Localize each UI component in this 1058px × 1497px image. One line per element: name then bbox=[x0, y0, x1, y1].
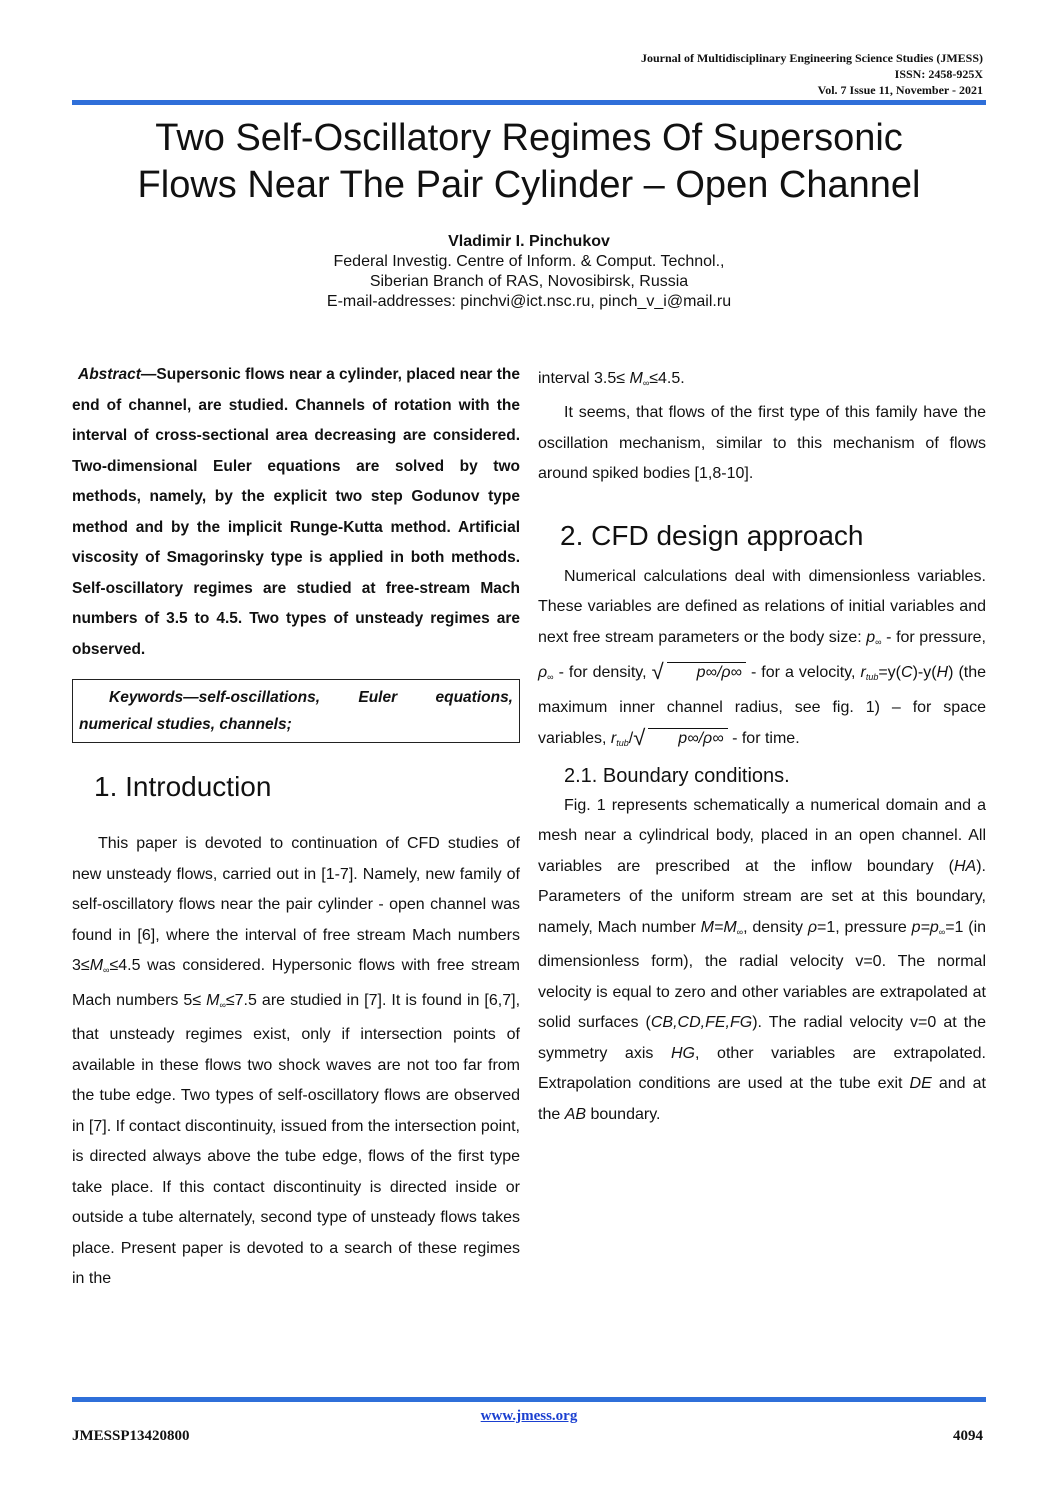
abstract-text: —Supersonic flows near a cylinder, placed near the end of channel, are studied. Channels of rotation with the interval of cross-sectional area decreasing are considered. Two-dimensional Euler equations are solved by two methods, namely, by the explicit two step Godunov type method and by the implicit Runge-Kutta method. Artificial viscosity of Smagorinsky type is applied in both methods. Self-oscillatory regimes are studied at free-stream Mach numbers of 3.5 to 4.5. Two types of unsteady regimes are observed. bbox=[72, 366, 520, 658]
ab-label: AB bbox=[564, 1105, 587, 1123]
footer-rule bbox=[72, 1397, 986, 1402]
cfd-text-g: ) (the maximum inner channel radius, see fig. 1) – for space variables, bbox=[538, 664, 987, 747]
left-column bbox=[72, 360, 520, 1295]
intro-paragraph bbox=[72, 829, 520, 1295]
cfd-text-c: - for density, bbox=[553, 664, 652, 681]
author-email: E-mail-addresses: pinchvi@ict.nsc.ru, pinch_v_i@mail.ru bbox=[326, 293, 732, 310]
sqrt-sign: √ bbox=[633, 725, 646, 750]
journal-header bbox=[641, 50, 983, 98]
affiliation-line-1: Federal Investig. Centre of Inform. & Comput. Technol., bbox=[333, 253, 725, 270]
pressure-equation: p=p bbox=[911, 918, 939, 936]
abstract-lead: Abstract bbox=[78, 366, 141, 383]
mach-symbol: M bbox=[89, 957, 104, 974]
hg-label: HG bbox=[671, 1044, 695, 1062]
bc-text-e: =1 (in dimensionless form), the radial velocity v=0. The normal velocity is equal to zero and other variables are extrapolated at solid surfaces ( bbox=[538, 918, 987, 1031]
r-symbol: r bbox=[610, 730, 617, 747]
keywords-box: Keywords—self-oscillations, Euler equations, numerical studies, channels; bbox=[72, 679, 520, 743]
author-name: Vladimir I. Pinchukov bbox=[448, 233, 610, 250]
journal-issn: ISSN: 2458-925X bbox=[894, 67, 983, 81]
bc-text-c: , density bbox=[743, 918, 808, 936]
bc-text-i: boundary. bbox=[586, 1105, 661, 1123]
title-line-1: Two Self-Oscillatory Regimes Of Supersonic bbox=[155, 117, 903, 159]
journal-name: Journal of Multidisciplinary Engineering Science Studies (JMESS) bbox=[640, 51, 983, 65]
cfd-text-f: )-y( bbox=[912, 664, 937, 681]
abstract bbox=[72, 360, 520, 665]
affiliation-line-2: Siberian Branch of RAS, Novosibirsk, Russia bbox=[369, 273, 689, 290]
sqrt-fraction: p∞/ρ∞ bbox=[667, 662, 746, 683]
sqrt-sign: √ bbox=[651, 659, 664, 684]
boundary-paragraph bbox=[538, 791, 986, 1131]
inf-symbol: ∞ bbox=[219, 999, 226, 1010]
cont-text-a: interval 3.5≤ bbox=[538, 370, 630, 387]
sqrt-fraction: p∞/ρ∞ bbox=[648, 728, 727, 749]
paper-id: JMESSP13420800 bbox=[72, 1428, 190, 1444]
intro-heading: 1. Introduction bbox=[94, 771, 272, 802]
bc-text-g: , other variables are extrapolated. Extrapolation conditions are used at the tube exit bbox=[538, 1044, 987, 1092]
inf-symbol: ∞ bbox=[103, 965, 110, 975]
mach-symbol: M bbox=[629, 370, 643, 387]
right-column bbox=[538, 360, 986, 1130]
bc-text-f: ). The radial velocity v=0 at the symmetry axis bbox=[538, 1014, 987, 1062]
slash-symbol: / bbox=[628, 730, 634, 747]
inf-symbol: ∞ bbox=[938, 926, 946, 937]
tub-subscript: tub bbox=[865, 672, 879, 682]
bc-text-h: and at the bbox=[538, 1075, 986, 1123]
de-label: DE bbox=[909, 1075, 932, 1092]
intro-text-2: ≤4.5 was considered. Hypersonic flows with free stream Mach numbers 5≤ bbox=[72, 957, 520, 1009]
inf-symbol: ∞ bbox=[875, 636, 882, 647]
interval-continuation bbox=[538, 364, 986, 398]
journal-url-link[interactable]: www.jmess.org bbox=[480, 1408, 578, 1424]
tub-subscript: tub bbox=[616, 738, 629, 748]
bc-text-b: ). Parameters of the uniform stream are set at this boundary, namely, Mach number bbox=[538, 857, 986, 936]
page-number: 4094 bbox=[953, 1428, 983, 1444]
surfaces-label: CB,CD,FE,FG bbox=[650, 1014, 753, 1031]
author-block bbox=[72, 232, 986, 312]
c-point: C bbox=[901, 664, 913, 681]
p-symbol: p bbox=[866, 628, 876, 646]
inf-symbol: ∞ bbox=[736, 926, 744, 937]
cfd-text-a: Numerical calculations deal with dimensionless variables. These variables are defined as relations of initial variables and next free stream parameters or the body size: bbox=[538, 567, 986, 646]
boundary-heading: 2.1. Boundary conditions. bbox=[564, 764, 790, 787]
journal-volume: Vol. 7 Issue 11, November - 2021 bbox=[817, 83, 983, 97]
intro-text-3: ≤7.5 are studied in [7]. It is found in [6,7], that unsteady regimes exist, only if intersection points of available in these flows two shock waves are not too far from the tube edge. Two types of self-oscillatory flows are observed in [7]. If contact discontinuity, issued from the intersection point, is directed always above the tube edge, flows of the first type take place. If this contact discontinuity is directed inside or outside a tube alternately, second type of unsteady flows takes place. Present paper is devoted to a search of these regimes in the bbox=[72, 991, 521, 1287]
cfd-text-e: =y( bbox=[878, 664, 901, 681]
cfd-text-b: - for pressure, bbox=[881, 628, 986, 646]
cfd-heading: 2. CFD design approach bbox=[560, 519, 864, 551]
bc-text-d: =1, pressure bbox=[817, 918, 912, 936]
intro-text-1: This paper is devoted to continuation of CFD studies of new unsteady flows, carried out in [1-7]. Namely, new family of self-oscillatory flows near the pair cylinder - open channel was found in [6], where the interval of free stream Mach numbers 3≤ bbox=[72, 835, 520, 974]
header-rule bbox=[72, 100, 986, 105]
cfd-text-h: - for time. bbox=[727, 730, 800, 747]
seems-paragraph: It seems, that flows of the first type of this family have the oscillation mechanism, similar to this mechanism of flows around spiked bodies [1,8-10]. bbox=[538, 404, 986, 482]
mach-equation: M=M bbox=[700, 918, 737, 936]
inf-symbol: ∞ bbox=[642, 378, 650, 388]
mach-symbol: M bbox=[206, 991, 220, 1009]
cfd-paragraph bbox=[538, 562, 986, 759]
rho-symbol: ρ bbox=[807, 918, 818, 936]
bc-text-a: Fig. 1 represents schematically a numerical domain and a mesh near a cylindrical body, placed in an open channel. All variables are prescribed at the inflow boundary ( bbox=[538, 796, 986, 875]
ha-label: HA bbox=[953, 857, 977, 875]
r-symbol: r bbox=[860, 664, 866, 681]
title-line-2: Flows Near The Pair Cylinder – Open Channel bbox=[137, 164, 921, 206]
cfd-text-d: - for a velocity, bbox=[745, 664, 861, 681]
inf-symbol: ∞ bbox=[547, 672, 554, 682]
rho-symbol: ρ bbox=[538, 664, 548, 681]
paper-title bbox=[72, 115, 986, 209]
cont-text-b: ≤4.5. bbox=[649, 370, 685, 387]
h-point: H bbox=[936, 664, 949, 681]
